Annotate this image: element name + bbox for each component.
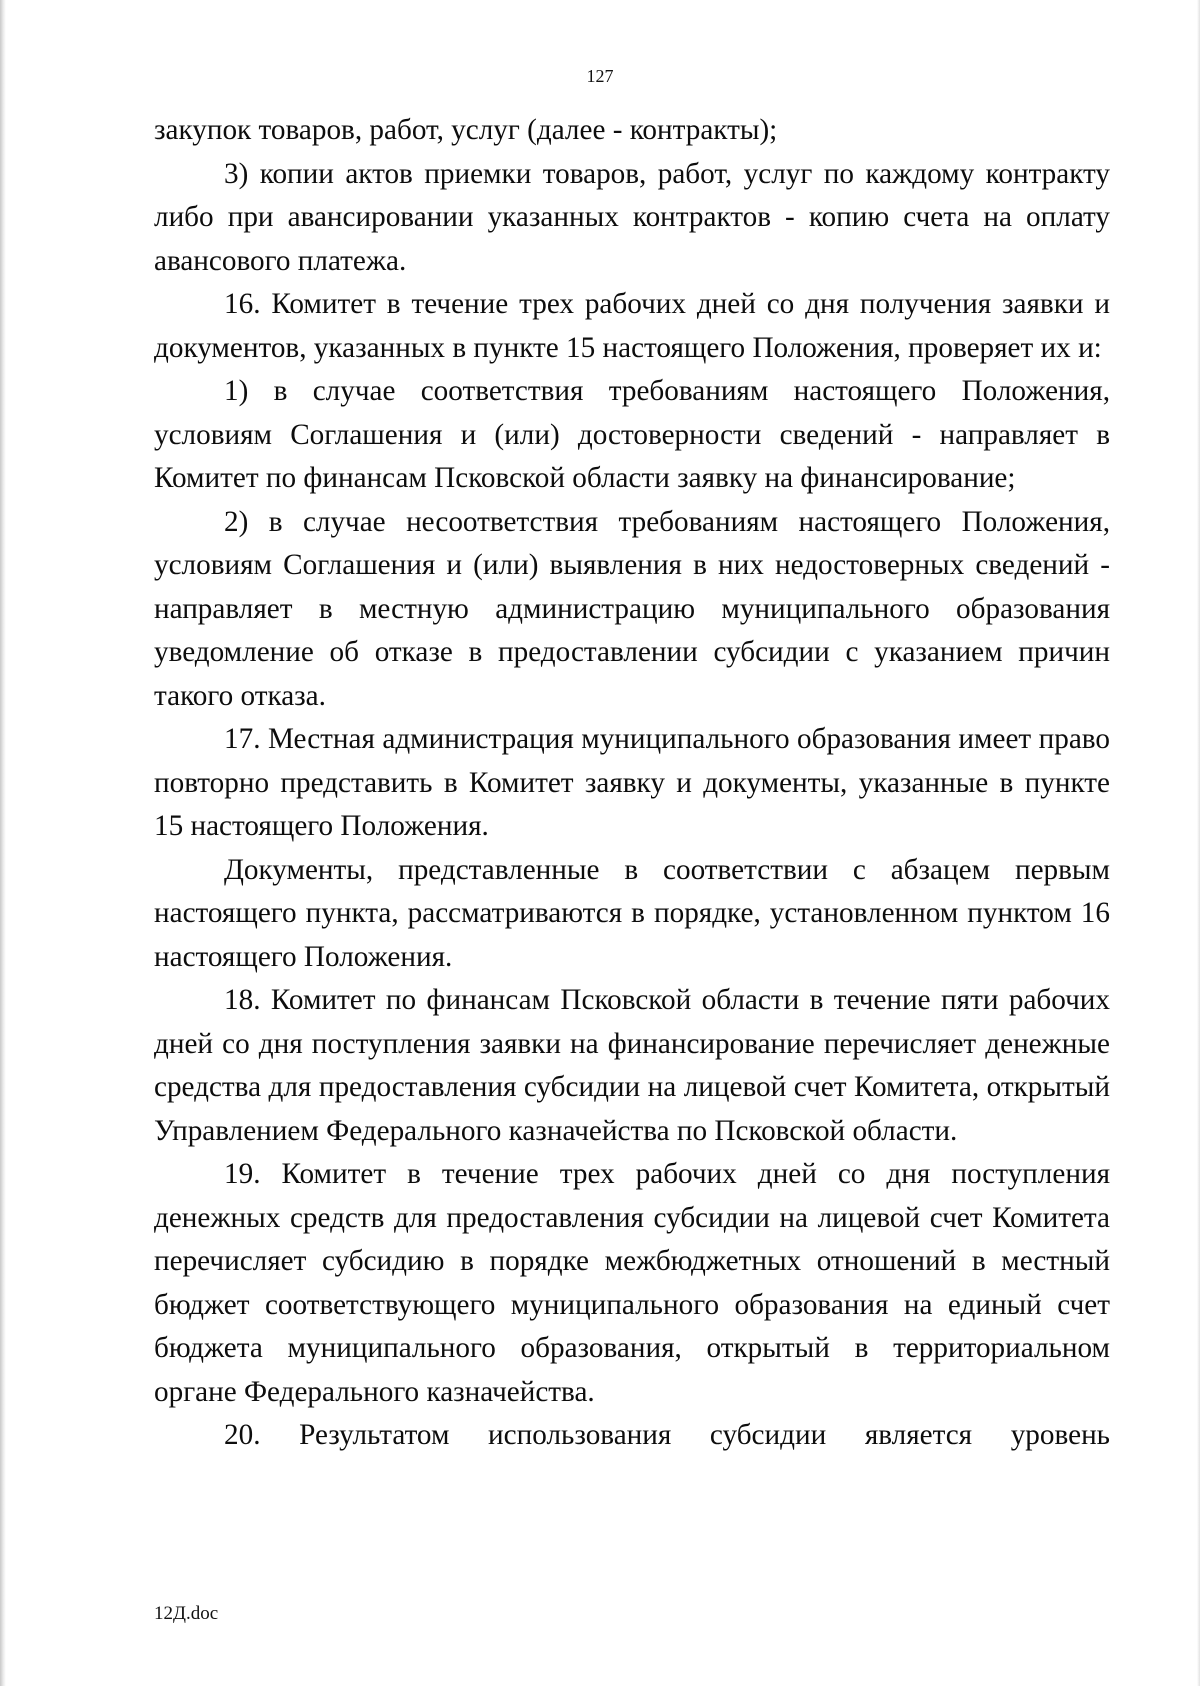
document-body: [154, 109, 1110, 1458]
paragraph-16-item-1: 1) в случае соответствия требованиям настоящего Положения, условиям Соглашения и (или) достоверности сведений - направляет в Комитет по финансам Псковской области заявку на финансирование;: [154, 375, 1110, 494]
paragraph-contracts-continuation: закупок товаров, работ, услуг (далее - контракты);: [154, 114, 778, 146]
paragraph-17-second: Документы, представленные в соответствии с абзацем первым настоящего пункта, рассматриваются в порядке, установленном пунктом 16 настоящего Положения.: [154, 853, 1110, 973]
paragraph-19: 19. Комитет в течение трех рабочих дней со дня поступления денежных средств для предоставления субсидии на лицевой счет Комитета перечисляет субсидию в порядке межбюджетных отношений в местный бюджет соответствующего муниципального образования на единый счет бюджета муниципального образования, открытый в территориальном органе Федерального казначейства.: [154, 1158, 1110, 1408]
paragraph-16: 16. Комитет в течение трех рабочих дней со дня получения заявки и документов, указанных в пункте 15 настоящего Положения, проверяет их и:: [154, 288, 1110, 364]
paragraph-20: 20. Результатом использования субсидии является уровень: [224, 1419, 1110, 1451]
paragraph-item-3: 3) копии актов приемки товаров, работ, услуг по каждому контракту либо при авансировании указанных контрактов - копию счета на оплату авансового платежа.: [154, 157, 1110, 277]
paragraph-18: 18. Комитет по финансам Псковской области в течение пяти рабочих дней со дня поступления заявки на финансирование перечисляет денежные средства для предоставления субсидии на лицевой счет Комитета, открытый Управлением Федерального казначейства по Псковской области.: [154, 984, 1110, 1147]
footer-filename: 12Д.doc: [154, 1603, 219, 1624]
paragraph-16-item-2: 2) в случае несоответствия требованиям настоящего Положения, условиям Соглашения и (или) выявления в них недостоверных сведений - направляет в местную администрацию муниципального образования уведомление об отказе в предоставлении субсидии с указанием причин такого отказа.: [154, 505, 1110, 712]
paragraph-17: 17. Местная администрация муниципального образования имеет право повторно представить в Комитет заявку и документы, указанные в пункте 15 настоящего Положения.: [154, 723, 1110, 842]
page-number: 127: [586, 66, 614, 86]
scan-edge-left: [0, 0, 6, 1686]
